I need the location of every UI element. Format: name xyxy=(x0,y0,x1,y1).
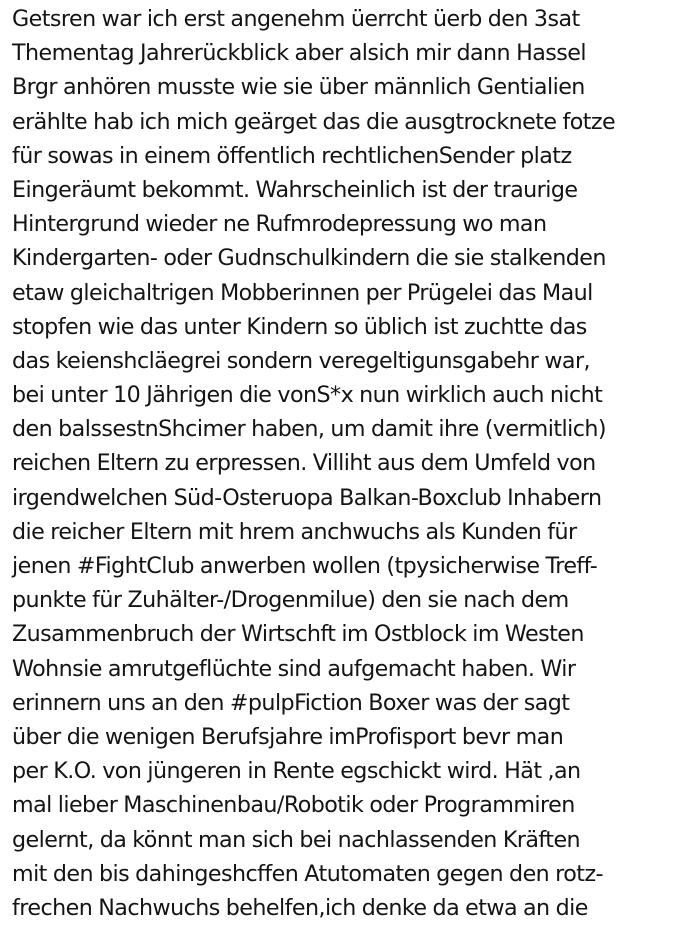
text-line: punkte für Zuhälter-/Drogenmilue) den sie nach dem xyxy=(12,587,569,614)
text-line: mit den bis dahingeshcffen Atutomaten gegen den rotz- xyxy=(12,860,603,887)
text-line: Getsren war ich erst angenehm üerrcht üerb den 3sat xyxy=(12,6,580,32)
text-line: reichen Eltern zu erpressen. Villiht aus dem Umfeld von xyxy=(12,450,596,477)
body-text xyxy=(12,2,682,925)
text-line: Wohnsie amrutgeflüchte sind aufgemacht haben. Wir xyxy=(12,655,576,682)
text-line: Eingeräumt bekommt. Wahrscheinlich ist der traurige xyxy=(12,176,578,203)
text-line: stopfen wie das unter Kindern so üblich ist zuchtte das xyxy=(12,313,587,340)
text-line: das keienshcläegrei sondern veregeltigunsgabehr war, xyxy=(12,347,591,374)
text-line: jenen #FightClub anwerben wollen (tpysicherwise Treff- xyxy=(12,553,598,579)
text-line: Zusammenbruch der Wirtschft im Ostblock im Westen xyxy=(12,621,584,648)
text-line: frechen Nachwuchs behelfen,ich denke da etwa an die xyxy=(12,894,588,921)
text-line: irgendwelchen Süd-Osteruopa Balkan-Boxclub Inhabern xyxy=(12,484,602,511)
text-line: Hintergrund wieder ne Rufmrodepressung wo man xyxy=(12,211,547,238)
text-line: über die wenigen Berufsjahre imProfisport bevr man xyxy=(12,723,564,750)
text-line: für sowas in einem öffentlich rechtlichenSender platz xyxy=(12,142,572,169)
text-line: gelernt, da könnt man sich bei nachlassenden Kräften xyxy=(12,826,581,853)
text-line: den balssestnShcimer haben, um damit ihre (vermitlich) xyxy=(12,416,606,443)
text-line: Kindergarten- oder Gudnschulkindern die sie stalkenden xyxy=(12,245,606,272)
text-line: mal lieber Maschinenbau/Robotik oder Programmiren xyxy=(12,792,575,819)
text-line: Thementag Jahrerückblick aber alsich mir dann Hassel xyxy=(12,40,586,67)
text-line: erinnern uns an den #pulpFiction Boxer was der sagt xyxy=(12,689,570,716)
text-line: bei unter 10 Jährigen die vonS*x nun wirklich auch nicht xyxy=(12,382,603,409)
text-line: die reicher Eltern mit hrem anchwuchs als Kunden für xyxy=(12,518,577,545)
text-line: Brgr anhören musste wie sie über männlich Gentialien xyxy=(12,74,585,101)
text-line: erählte hab ich mich geärget das die ausgtrocknete fotze xyxy=(12,108,616,135)
text-line: per K.O. von jüngeren in Rente egschickt wird. Hät ,an xyxy=(12,758,581,785)
text-line: etaw gleichaltrigen Mobberinnen per Prügelei das Maul xyxy=(12,279,593,306)
